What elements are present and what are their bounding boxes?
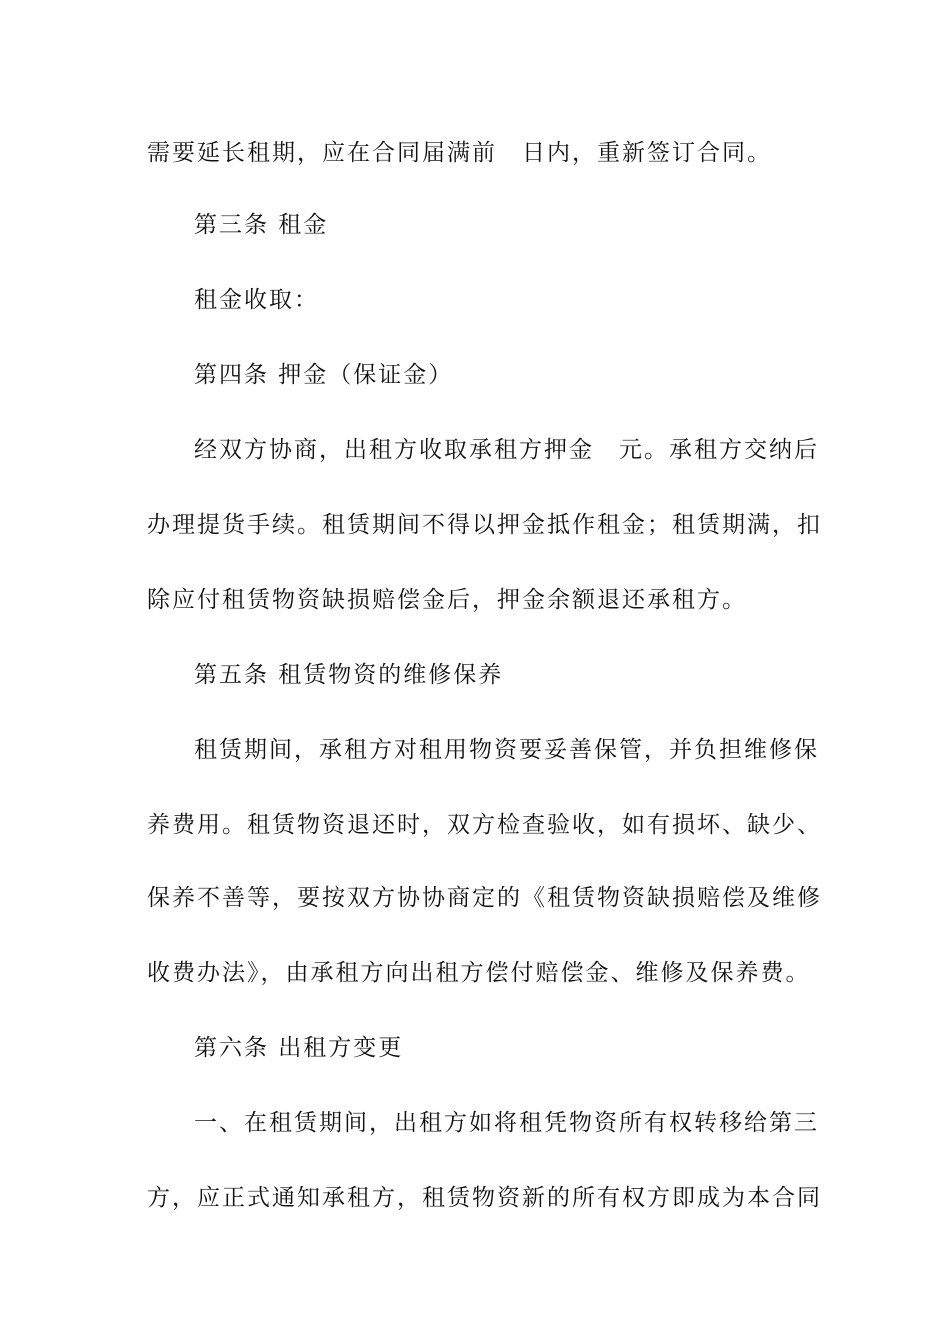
text-line-lessor-change-2: 方，应正式通知承租方，租赁物资新的所有权方即成为本合同 <box>147 1185 822 1211</box>
text-line-maintenance-1: 租赁期间，承租方对租用物资要妥善保管，并负担维修保 <box>194 737 819 763</box>
text-line-deposit-1: 经双方协商，出租方收取承租方押金 元。承租方交纳后 <box>194 437 819 463</box>
text-line-maintenance-2: 养费用。租赁物资退还时，双方检查验收，如有损坏、缺少、 <box>147 812 822 838</box>
section-heading-article-4: 第四条 押金（保证金） <box>194 362 454 388</box>
section-heading-article-3: 第三条 租金 <box>194 212 329 238</box>
section-heading-article-6: 第六条 出租方变更 <box>194 1035 404 1061</box>
text-line-deposit-2: 办理提货手续。租赁期间不得以押金抵作租金；租赁期满，扣 <box>147 512 822 538</box>
section-heading-article-5: 第五条 租赁物资的维修保养 <box>194 662 504 688</box>
text-line-rent-collection: 租金收取： <box>194 287 319 313</box>
text-line-lessor-change-1: 一、在租赁期间，出租方如将租凭物资所有权转移给第三 <box>194 1110 819 1136</box>
text-line-maintenance-3: 保养不善等，要按双方协协商定的《租赁物资缺损赔偿及维修 <box>147 885 822 911</box>
text-line-deposit-3: 除应付租赁物资缺损赔偿金后，押金余额退还承租方。 <box>147 587 747 613</box>
text-line-1: 需要延长租期，应在合同届满前 日内，重新签订合同。 <box>147 140 772 166</box>
text-line-maintenance-4: 收费办法》，由承租方向出租方偿付赔偿金、维修及保养费。 <box>147 960 811 986</box>
